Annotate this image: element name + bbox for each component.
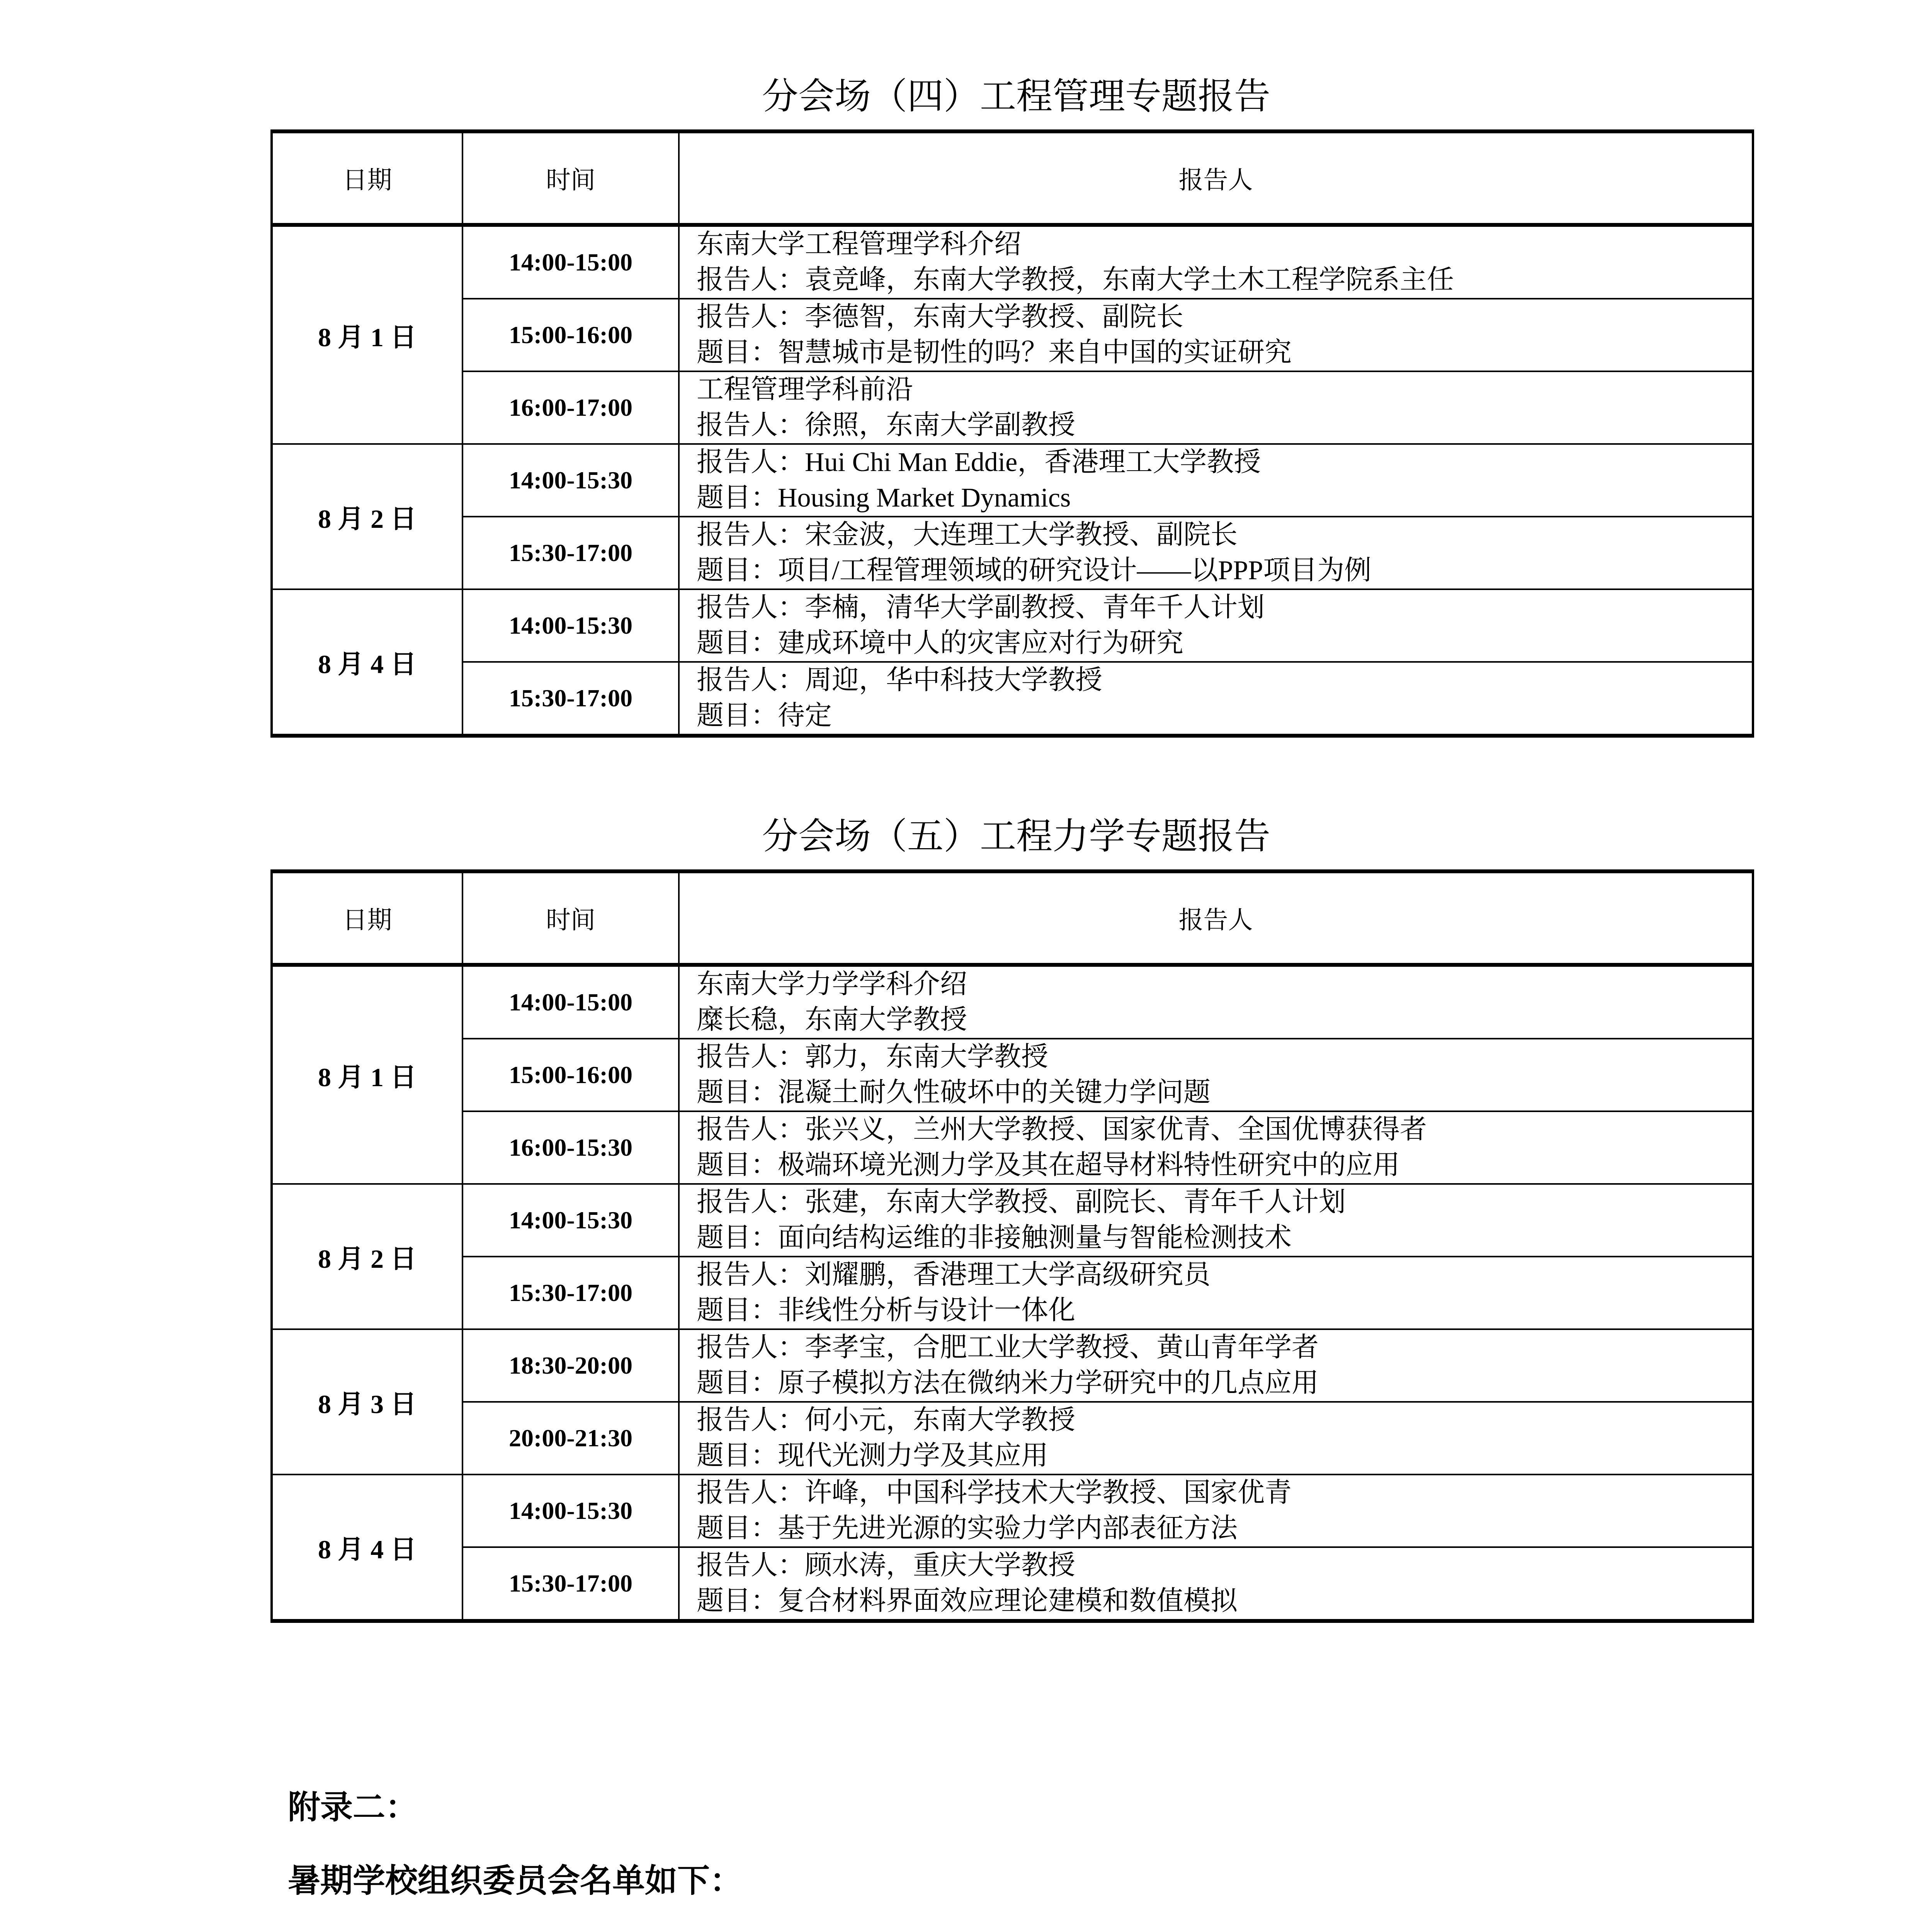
date-cell: 8 月 1 日 bbox=[272, 965, 462, 1184]
date-cell: 8 月 3 日 bbox=[272, 1329, 462, 1475]
reporter-line: 报告人：周迎，华中科技大学教授 bbox=[697, 665, 1102, 695]
table-row bbox=[272, 1475, 1753, 1547]
date-cell: 8 月 2 日 bbox=[272, 444, 462, 589]
table-row bbox=[272, 1184, 1753, 1257]
reporter-cell bbox=[679, 517, 1753, 589]
reporter-line: 题目：智慧城市是韧性的吗？来自中国的实证研究 bbox=[697, 338, 1292, 367]
date-cell: 8 月 4 日 bbox=[272, 589, 462, 736]
reporter-cell bbox=[679, 1184, 1753, 1257]
table-header-row bbox=[272, 131, 1753, 225]
reporter-cell bbox=[679, 662, 1753, 736]
reporter-line: 题目：建成环境中人的灾害应对行为研究 bbox=[697, 628, 1183, 658]
table-row bbox=[272, 1329, 1753, 1402]
reporter-cell bbox=[679, 1547, 1753, 1621]
section-title-2: 分会场（五）工程力学专题报告 bbox=[762, 815, 1270, 857]
reporter-line: 报告人：袁竞峰，东南大学教授，东南大学土木工程学院系主任 bbox=[697, 265, 1454, 295]
date-cell: 8 月 4 日 bbox=[272, 1475, 462, 1621]
reporter-cell bbox=[679, 1257, 1753, 1329]
section-title-1: 分会场（四）工程管理专题报告 bbox=[762, 75, 1270, 117]
time-cell: 15:30-17:00 bbox=[462, 1257, 679, 1329]
reporter-cell bbox=[679, 1111, 1753, 1184]
table-row bbox=[272, 517, 1753, 589]
reporter-cell bbox=[679, 1039, 1753, 1111]
time-cell: 16:00-17:00 bbox=[462, 371, 679, 444]
table-row bbox=[272, 662, 1753, 736]
member-row-director bbox=[365, 1928, 700, 1932]
time-cell: 15:00-16:00 bbox=[462, 1039, 679, 1111]
reporter-line: 题目：极端环境光测力学及其在超导材料特性研究中的应用 bbox=[697, 1150, 1400, 1180]
reporter-line: 东南大学力学学科介绍 bbox=[697, 969, 967, 999]
reporter-cell bbox=[679, 299, 1753, 371]
table-row bbox=[272, 1111, 1753, 1184]
reporter-line: 题目：复合材料界面效应理论建模和数值模拟 bbox=[697, 1586, 1238, 1616]
reporter-cell bbox=[679, 225, 1753, 299]
schedule-table-2 bbox=[270, 869, 1754, 1623]
time-cell: 15:00-16:00 bbox=[462, 299, 679, 371]
reporter-line: 题目：Housing Market Dynamics bbox=[697, 483, 1071, 513]
reporter-line: 报告人：许峰，中国科学技术大学教授、国家优青 bbox=[697, 1478, 1292, 1508]
reporter-line: 报告人：李楠，清华大学副教授、青年千人计划 bbox=[697, 593, 1265, 622]
header-time: 时间 bbox=[462, 871, 679, 965]
header-time: 时间 bbox=[462, 131, 679, 225]
reporter-cell bbox=[679, 1329, 1753, 1402]
table-row bbox=[272, 1257, 1753, 1329]
reporter-line: 题目：现代光测力学及其应用 bbox=[697, 1441, 1048, 1471]
reporter-cell bbox=[679, 371, 1753, 444]
reporter-cell bbox=[679, 965, 1753, 1039]
time-cell: 14:00-15:30 bbox=[462, 589, 679, 662]
time-cell: 20:00-21:30 bbox=[462, 1402, 679, 1475]
reporter-line: 题目：非线性分析与设计一体化 bbox=[697, 1296, 1075, 1325]
reporter-cell bbox=[679, 1402, 1753, 1475]
table-row bbox=[272, 444, 1753, 517]
header-reporter: 报告人 bbox=[679, 871, 1753, 965]
reporter-line: 题目：面向结构运维的非接触测量与智能检测技术 bbox=[697, 1223, 1292, 1253]
time-cell: 14:00-15:00 bbox=[462, 965, 679, 1039]
reporter-line: 报告人：张建，东南大学教授、副院长、青年千人计划 bbox=[697, 1187, 1346, 1217]
reporter-line: 报告人：何小元，东南大学教授 bbox=[697, 1405, 1075, 1435]
reporter-cell bbox=[679, 1475, 1753, 1547]
reporter-line: 报告人：Hui Chi Man Eddie，香港理工大学教授 bbox=[697, 447, 1261, 477]
time-cell: 15:30-17:00 bbox=[462, 662, 679, 736]
reporter-line: 报告人：顾水涛，重庆大学教授 bbox=[697, 1551, 1075, 1580]
date-cell: 8 月 1 日 bbox=[272, 225, 462, 444]
table-row bbox=[272, 225, 1753, 299]
reporter-line: 报告人：徐照，东南大学副教授 bbox=[697, 410, 1075, 440]
header-date: 日期 bbox=[272, 131, 462, 225]
time-cell: 14:00-15:30 bbox=[462, 444, 679, 517]
schedule-table-1 bbox=[270, 129, 1754, 738]
table-row bbox=[272, 371, 1753, 444]
table-row bbox=[272, 1039, 1753, 1111]
reporter-line: 报告人：宋金波，大连理工大学教授、副院长 bbox=[697, 520, 1238, 550]
reporter-line: 东南大学工程管理学科介绍 bbox=[697, 230, 1021, 259]
header-date: 日期 bbox=[272, 871, 462, 965]
reporter-line: 报告人：李德智，东南大学教授、副院长 bbox=[697, 302, 1183, 332]
table-row bbox=[272, 1547, 1753, 1621]
time-cell: 15:30-17:00 bbox=[462, 1547, 679, 1621]
header-reporter: 报告人 bbox=[679, 131, 1753, 225]
time-cell: 14:00-15:30 bbox=[462, 1184, 679, 1257]
appendix-subheading: 暑期学校组织委员会名单如下： bbox=[288, 1861, 743, 1900]
reporter-line: 题目：混凝土耐久性破坏中的关键力学问题 bbox=[697, 1078, 1211, 1107]
reporter-line: 工程管理学科前沿 bbox=[697, 375, 913, 405]
date-cell: 8 月 2 日 bbox=[272, 1184, 462, 1329]
reporter-line: 报告人：李孝宝，合肥工业大学教授、黄山青年学者 bbox=[697, 1333, 1319, 1362]
time-cell: 15:30-17:00 bbox=[462, 517, 679, 589]
reporter-line: 题目：基于先进光源的实验力学内部表征方法 bbox=[697, 1514, 1238, 1543]
table-row bbox=[272, 299, 1753, 371]
table-header-row bbox=[272, 871, 1753, 965]
reporter-line: 报告人：刘耀鹏，香港理工大学高级研究员 bbox=[697, 1260, 1211, 1290]
table-row bbox=[272, 589, 1753, 662]
reporter-cell bbox=[679, 589, 1753, 662]
reporter-line: 题目：原子模拟方法在微纳米力学研究中的几点应用 bbox=[697, 1368, 1319, 1398]
time-cell: 18:30-20:00 bbox=[462, 1329, 679, 1402]
time-cell: 16:00-15:30 bbox=[462, 1111, 679, 1184]
reporter-line: 糜长稳，东南大学教授 bbox=[697, 1005, 967, 1035]
appendix-heading: 附录二： bbox=[288, 1788, 418, 1826]
reporter-line: 报告人：张兴义，兰州大学教授、国家优青、全国优博获得者 bbox=[697, 1115, 1427, 1145]
reporter-line: 题目：待定 bbox=[697, 701, 832, 731]
table-row bbox=[272, 965, 1753, 1039]
reporter-line: 题目：项目/工程管理领域的研究设计——以PPP项目为例 bbox=[697, 556, 1372, 585]
time-cell: 14:00-15:30 bbox=[462, 1475, 679, 1547]
time-cell: 14:00-15:00 bbox=[462, 225, 679, 299]
table-row bbox=[272, 1402, 1753, 1475]
reporter-cell bbox=[679, 444, 1753, 517]
reporter-line: 报告人：郭力，东南大学教授 bbox=[697, 1042, 1048, 1072]
